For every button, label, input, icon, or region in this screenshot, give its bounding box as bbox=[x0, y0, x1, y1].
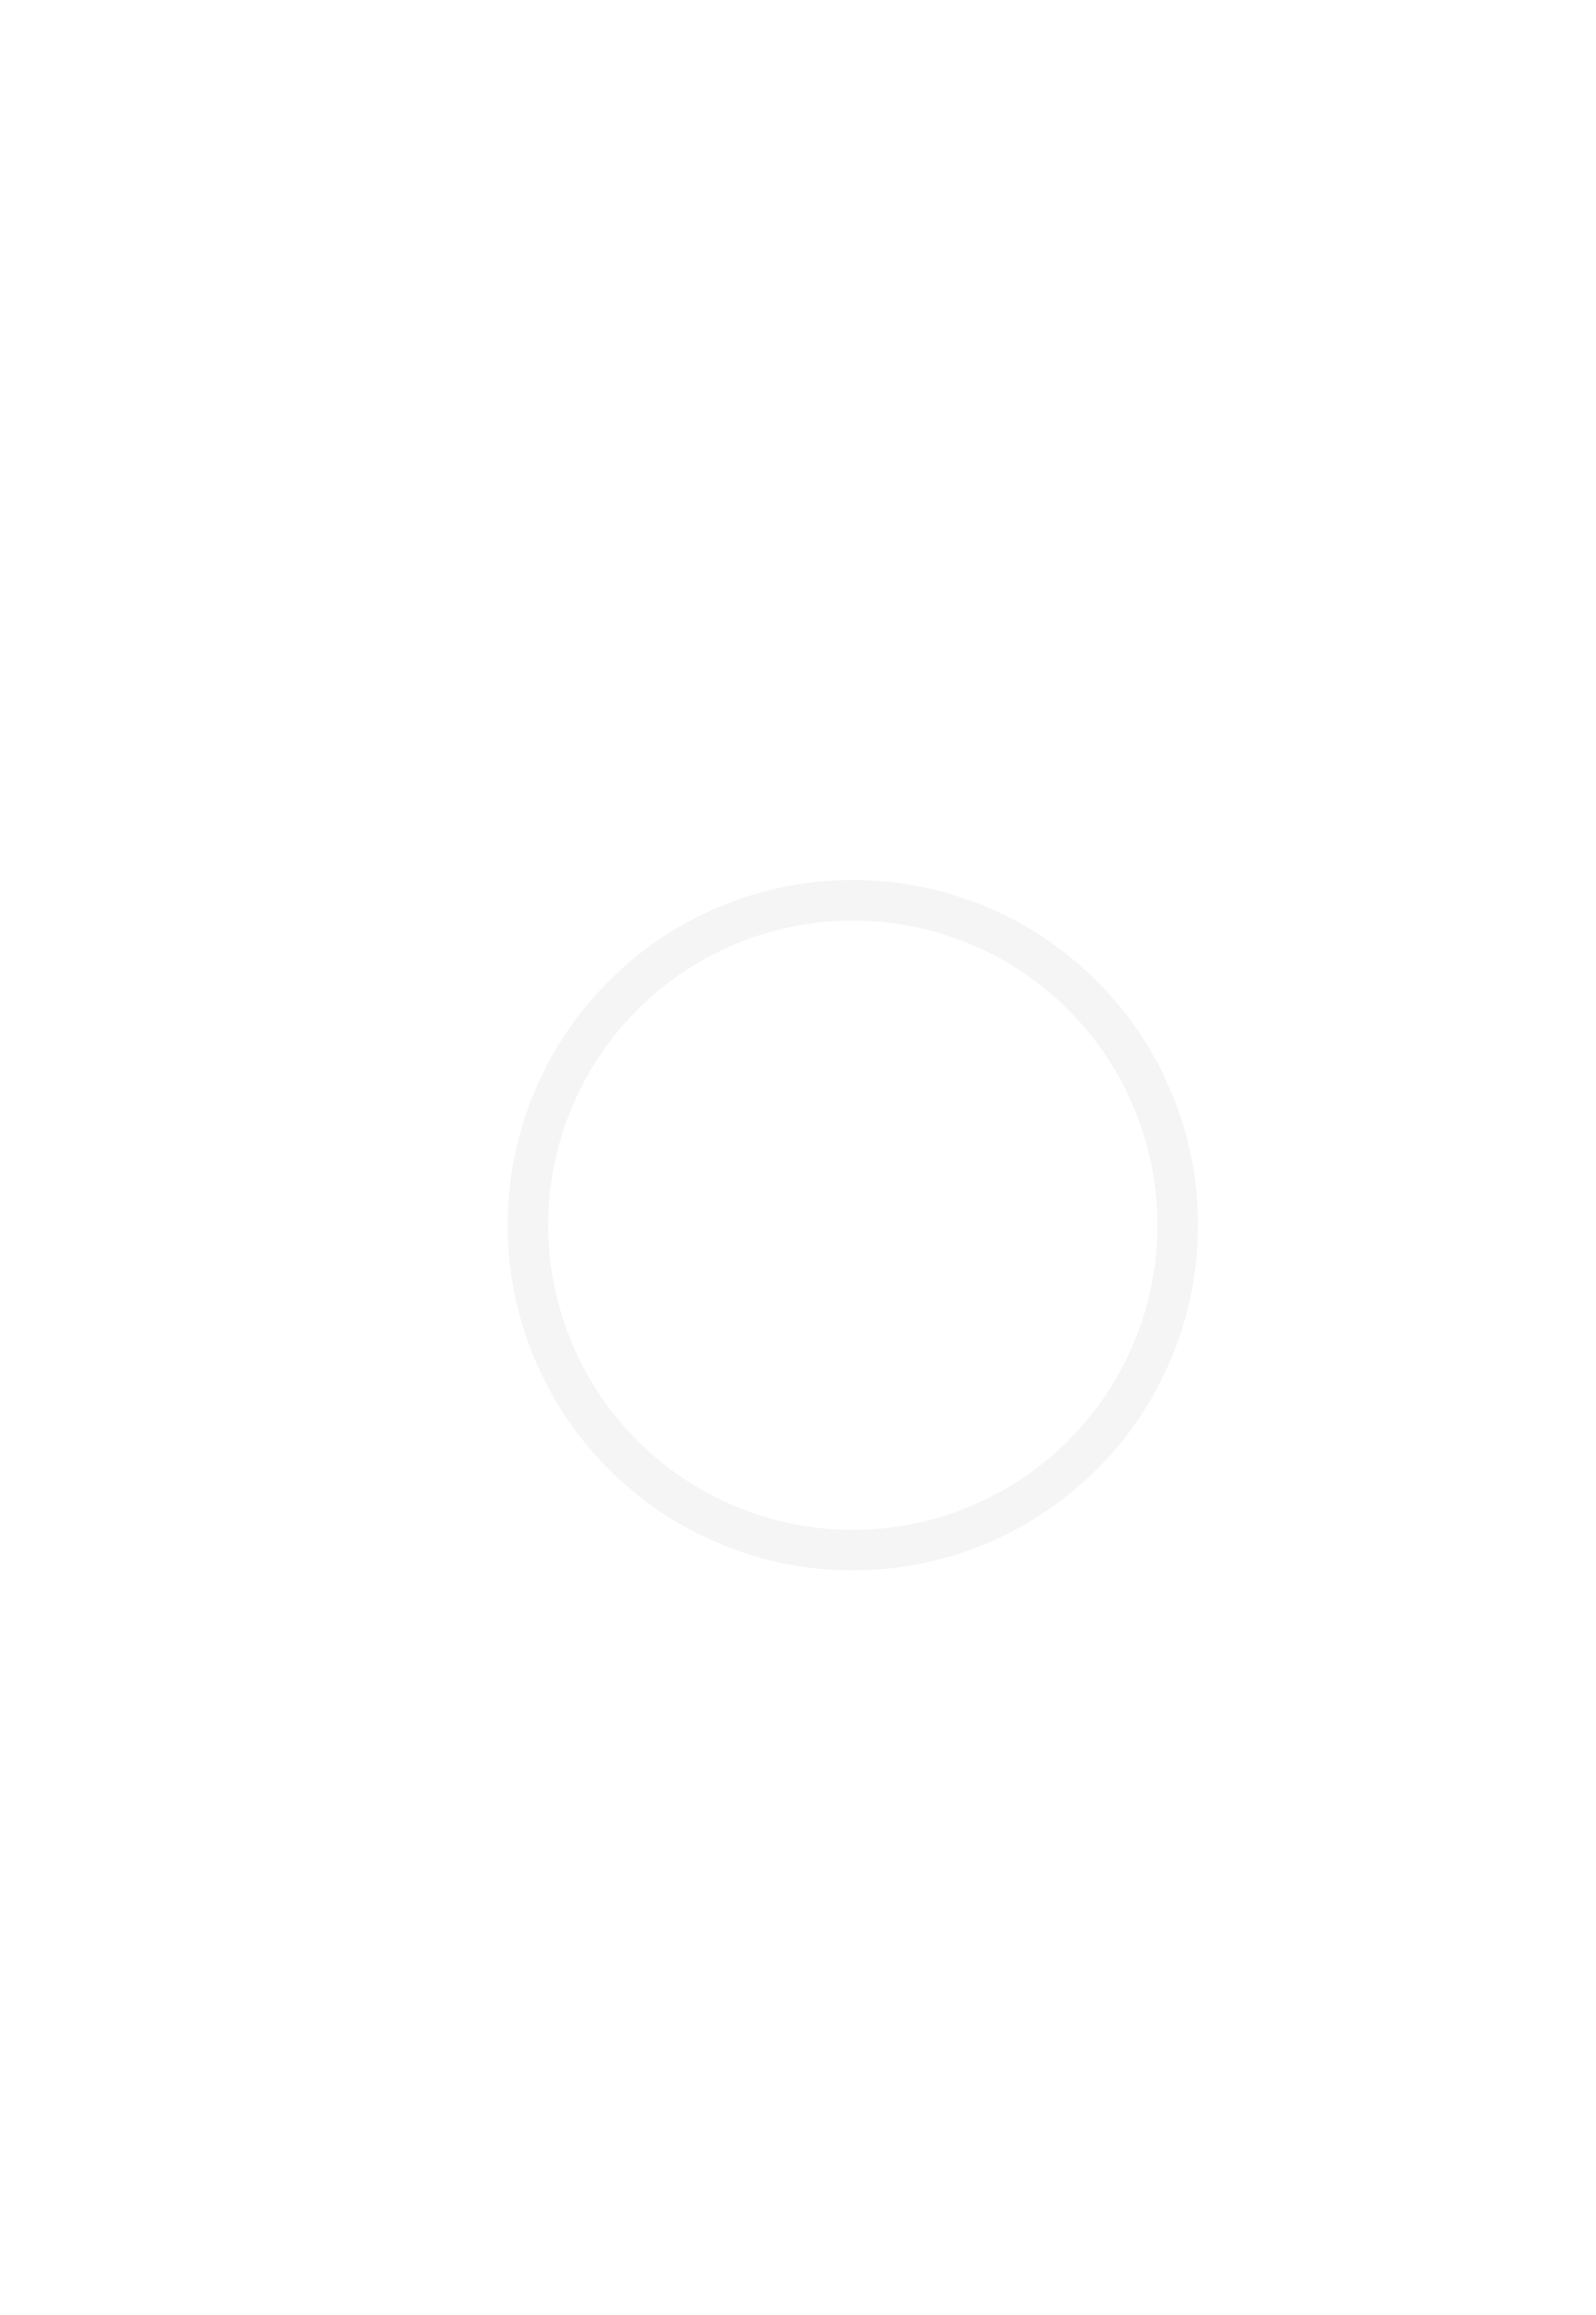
watermark-seal bbox=[508, 880, 1198, 1570]
